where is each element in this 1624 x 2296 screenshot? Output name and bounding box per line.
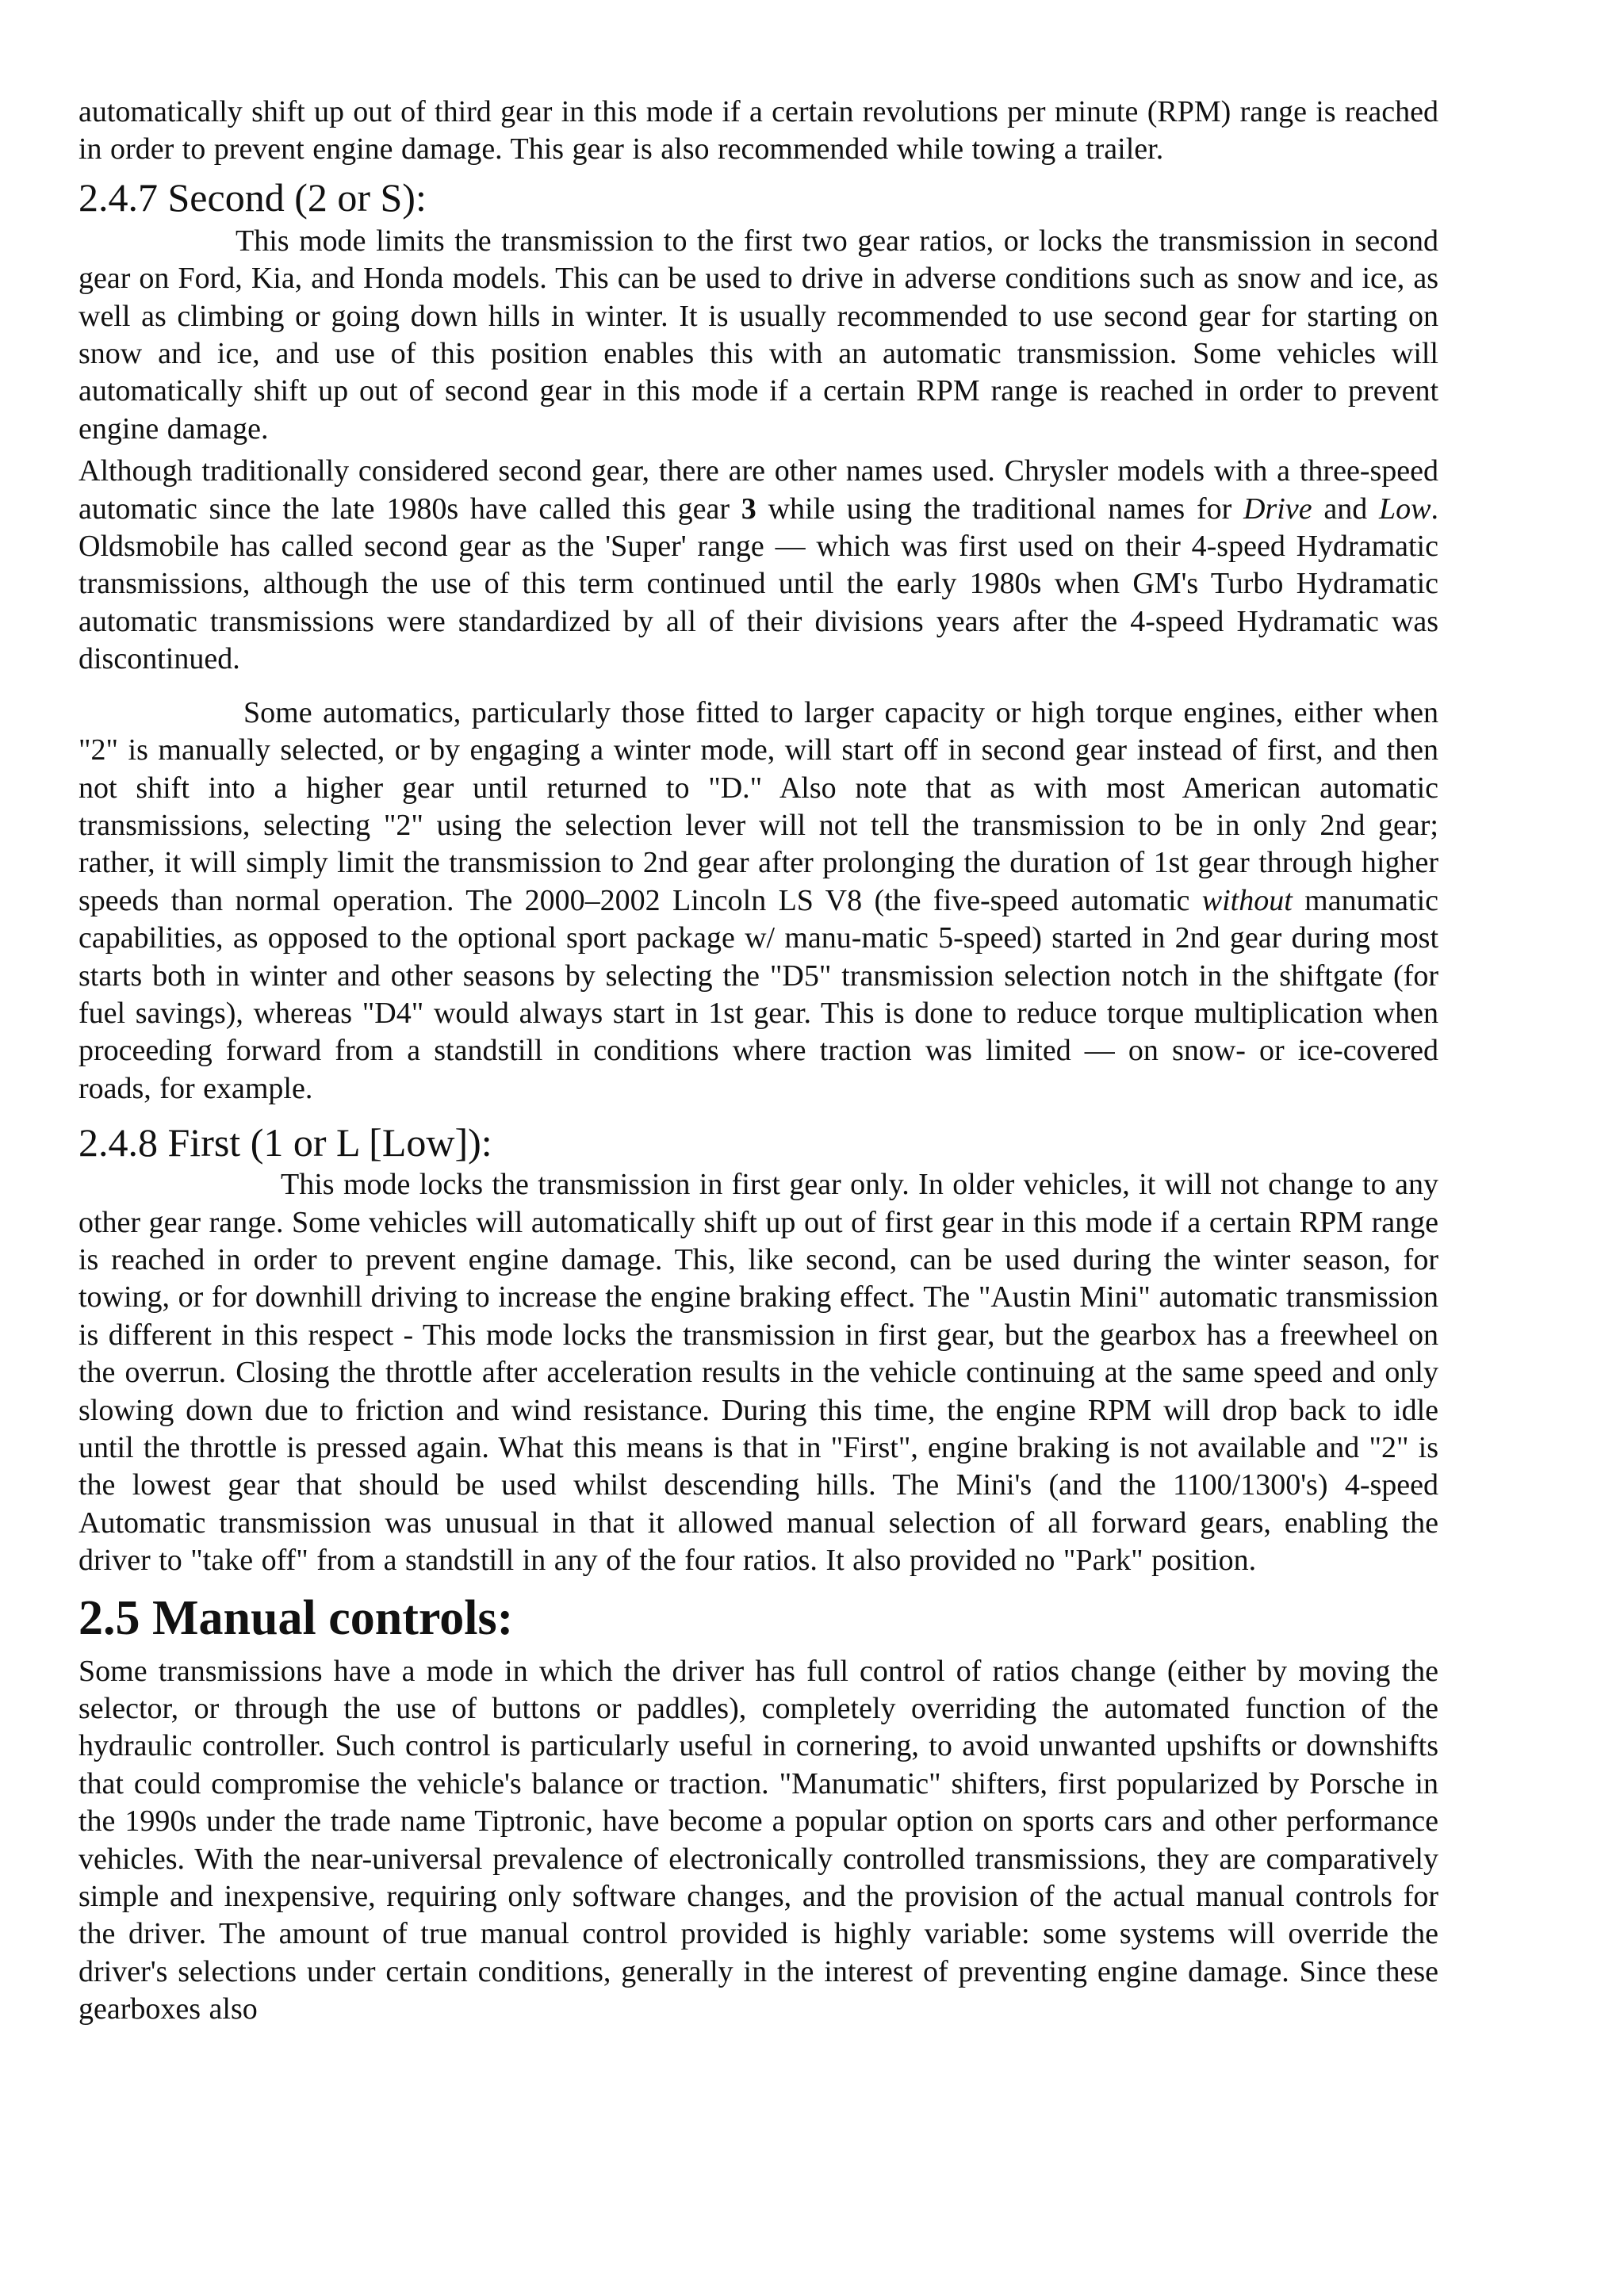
text-run: Although traditionally considered second gear, there are other names used. Chrysler models with a three-speed automatic since the late 1980s have called this gear — [79, 454, 1438, 526]
heading-second-gear: 2.4.7 Second (2 or S): — [79, 174, 427, 220]
paragraph-third-gear-continuation: automatically shift up out of third gear in this mode if a certain revolutions per minute (RPM) range is reached in order to prevent engine damage. This gear is also recommended while towing a trailer. — [79, 95, 1438, 166]
text-run-italic: Drive — [1243, 492, 1312, 526]
text-run: while using the traditional names for — [756, 492, 1244, 526]
text-run: . Oldsmobile has called second gear as the 'Super' range — which was first used on their 4-speed Hydramatic transmissions, although the use of this term continued until the early 1980s when GM's Turbo Hydramatic automatic transmissions were standardized by all of their divisions years after the 4-speed Hydramatic was discontinued. — [79, 492, 1438, 676]
paragraph-automatics-second-start — [79, 695, 1438, 1108]
paragraph-second-gear-names — [79, 453, 1438, 678]
text-run: and — [1312, 492, 1380, 526]
paragraph-manual-controls: Some transmissions have a mode in which the driver has full control of ratios change (either by moving the selector, or through the use of buttons or paddles), completely overriding the automated function of the hydraulic controller. Such control is particularly useful in cornering, to avoid unwanted upshifts or downshifts that could compromise the vehicle's balance or traction. "Manumatic" shifters, first popularized by Porsche in the 1990s under the trade name Tiptronic, have become a popular option on sports cars and other performance vehicles. With the near-universal prevalence of electronically controlled transmissions, they are comparatively simple and inexpensive, requiring only software changes, and the provision of the actual manual controls for the driver. The amount of true manual control provided is highly variable: some systems will override the driver's selections under certain conditions, generally in the interest of preventing engine damage. Since these gearboxes also — [79, 1654, 1438, 2026]
text-run: manumatic capabilities, as opposed to the optional sport package w/ manu-matic 5-speed) started in 2nd gear during most starts both in winter and other seasons by selecting the "D5" transmission selection notch in the shiftgate (for fuel savings), whereas "D4" would always start in 1st gear. This is done to reduce torque multiplication when proceeding forward from a standstill in conditions where traction was limited — on snow- or ice-covered roads, for example. — [79, 883, 1438, 1105]
text-run: Some automatics, particularly those fitted to larger capacity or high torque engines, either when "2" is manually selected, or by engaging a winter mode, will start off in second gear instead of first, and then not shift into a higher gear until returned to "D." Also note that as with most American automatic transmissions, selecting "2" using the selection lever will not tell the transmission to be in only 2nd gear; rather, it will simply limit the transmission to 2nd gear after prolonging the duration of 1st gear through higher speeds than normal operation. The 2000–2002 Lincoln LS V8 (the five-speed automatic — [79, 695, 1438, 917]
heading-first-gear: 2.4.8 First (1 or L [Low]): — [79, 1120, 492, 1165]
paragraph-first-gear-mode: This mode locks the transmission in first gear only. In older vehicles, it will not change to any other gear range. Some vehicles will automatically shift up out of first gear in this mode if a certain RPM range is reached in order to prevent engine damage. This, like second, can be used during the winter season, for towing, or for downhill driving to increase the engine braking effect. The "Austin Mini" automatic transmission is different in this respect - This mode locks the transmission in first gear, but the gearbox has a freewheel on the overrun. Closing the throttle after acceleration results in the vehicle continuing at the same speed and only slowing down due to friction and wind resistance. During this time, the engine RPM will drop back to idle until the throttle is pressed again. What this means is that in "First", engine braking is not available and "2" is the lowest gear that should be used whilst descending hills. The Mini's (and the 1100/1300's) 4-speed Automatic transmission was unusual in that it allowed manual selection of all forward gears, enabling the driver to "take off" from a standstill in any of the four ratios. It also provided no "Park" position. — [79, 1168, 1438, 1578]
document-page — [79, 94, 1438, 2029]
paragraph-second-gear-mode: This mode limits the transmission to the first two gear ratios, or locks the transmission in second gear on Ford, Kia, and Honda models. This can be used to drive in adverse conditions such as snow and ice, as well as climbing or going down hills in winter. It is usually recommended to use second gear for starting on snow and ice, and use of this position enables this with an automatic transmission. Some vehicles will automatically shift up out of second gear in this mode if a certain RPM range is reached in order to prevent engine damage. — [79, 224, 1438, 446]
heading-manual-controls: 2.5 Manual controls: — [79, 1590, 514, 1645]
text-run-italic: without — [1201, 883, 1293, 917]
text-run-bold: 3 — [741, 492, 756, 526]
text-run-italic: Low — [1379, 492, 1431, 526]
